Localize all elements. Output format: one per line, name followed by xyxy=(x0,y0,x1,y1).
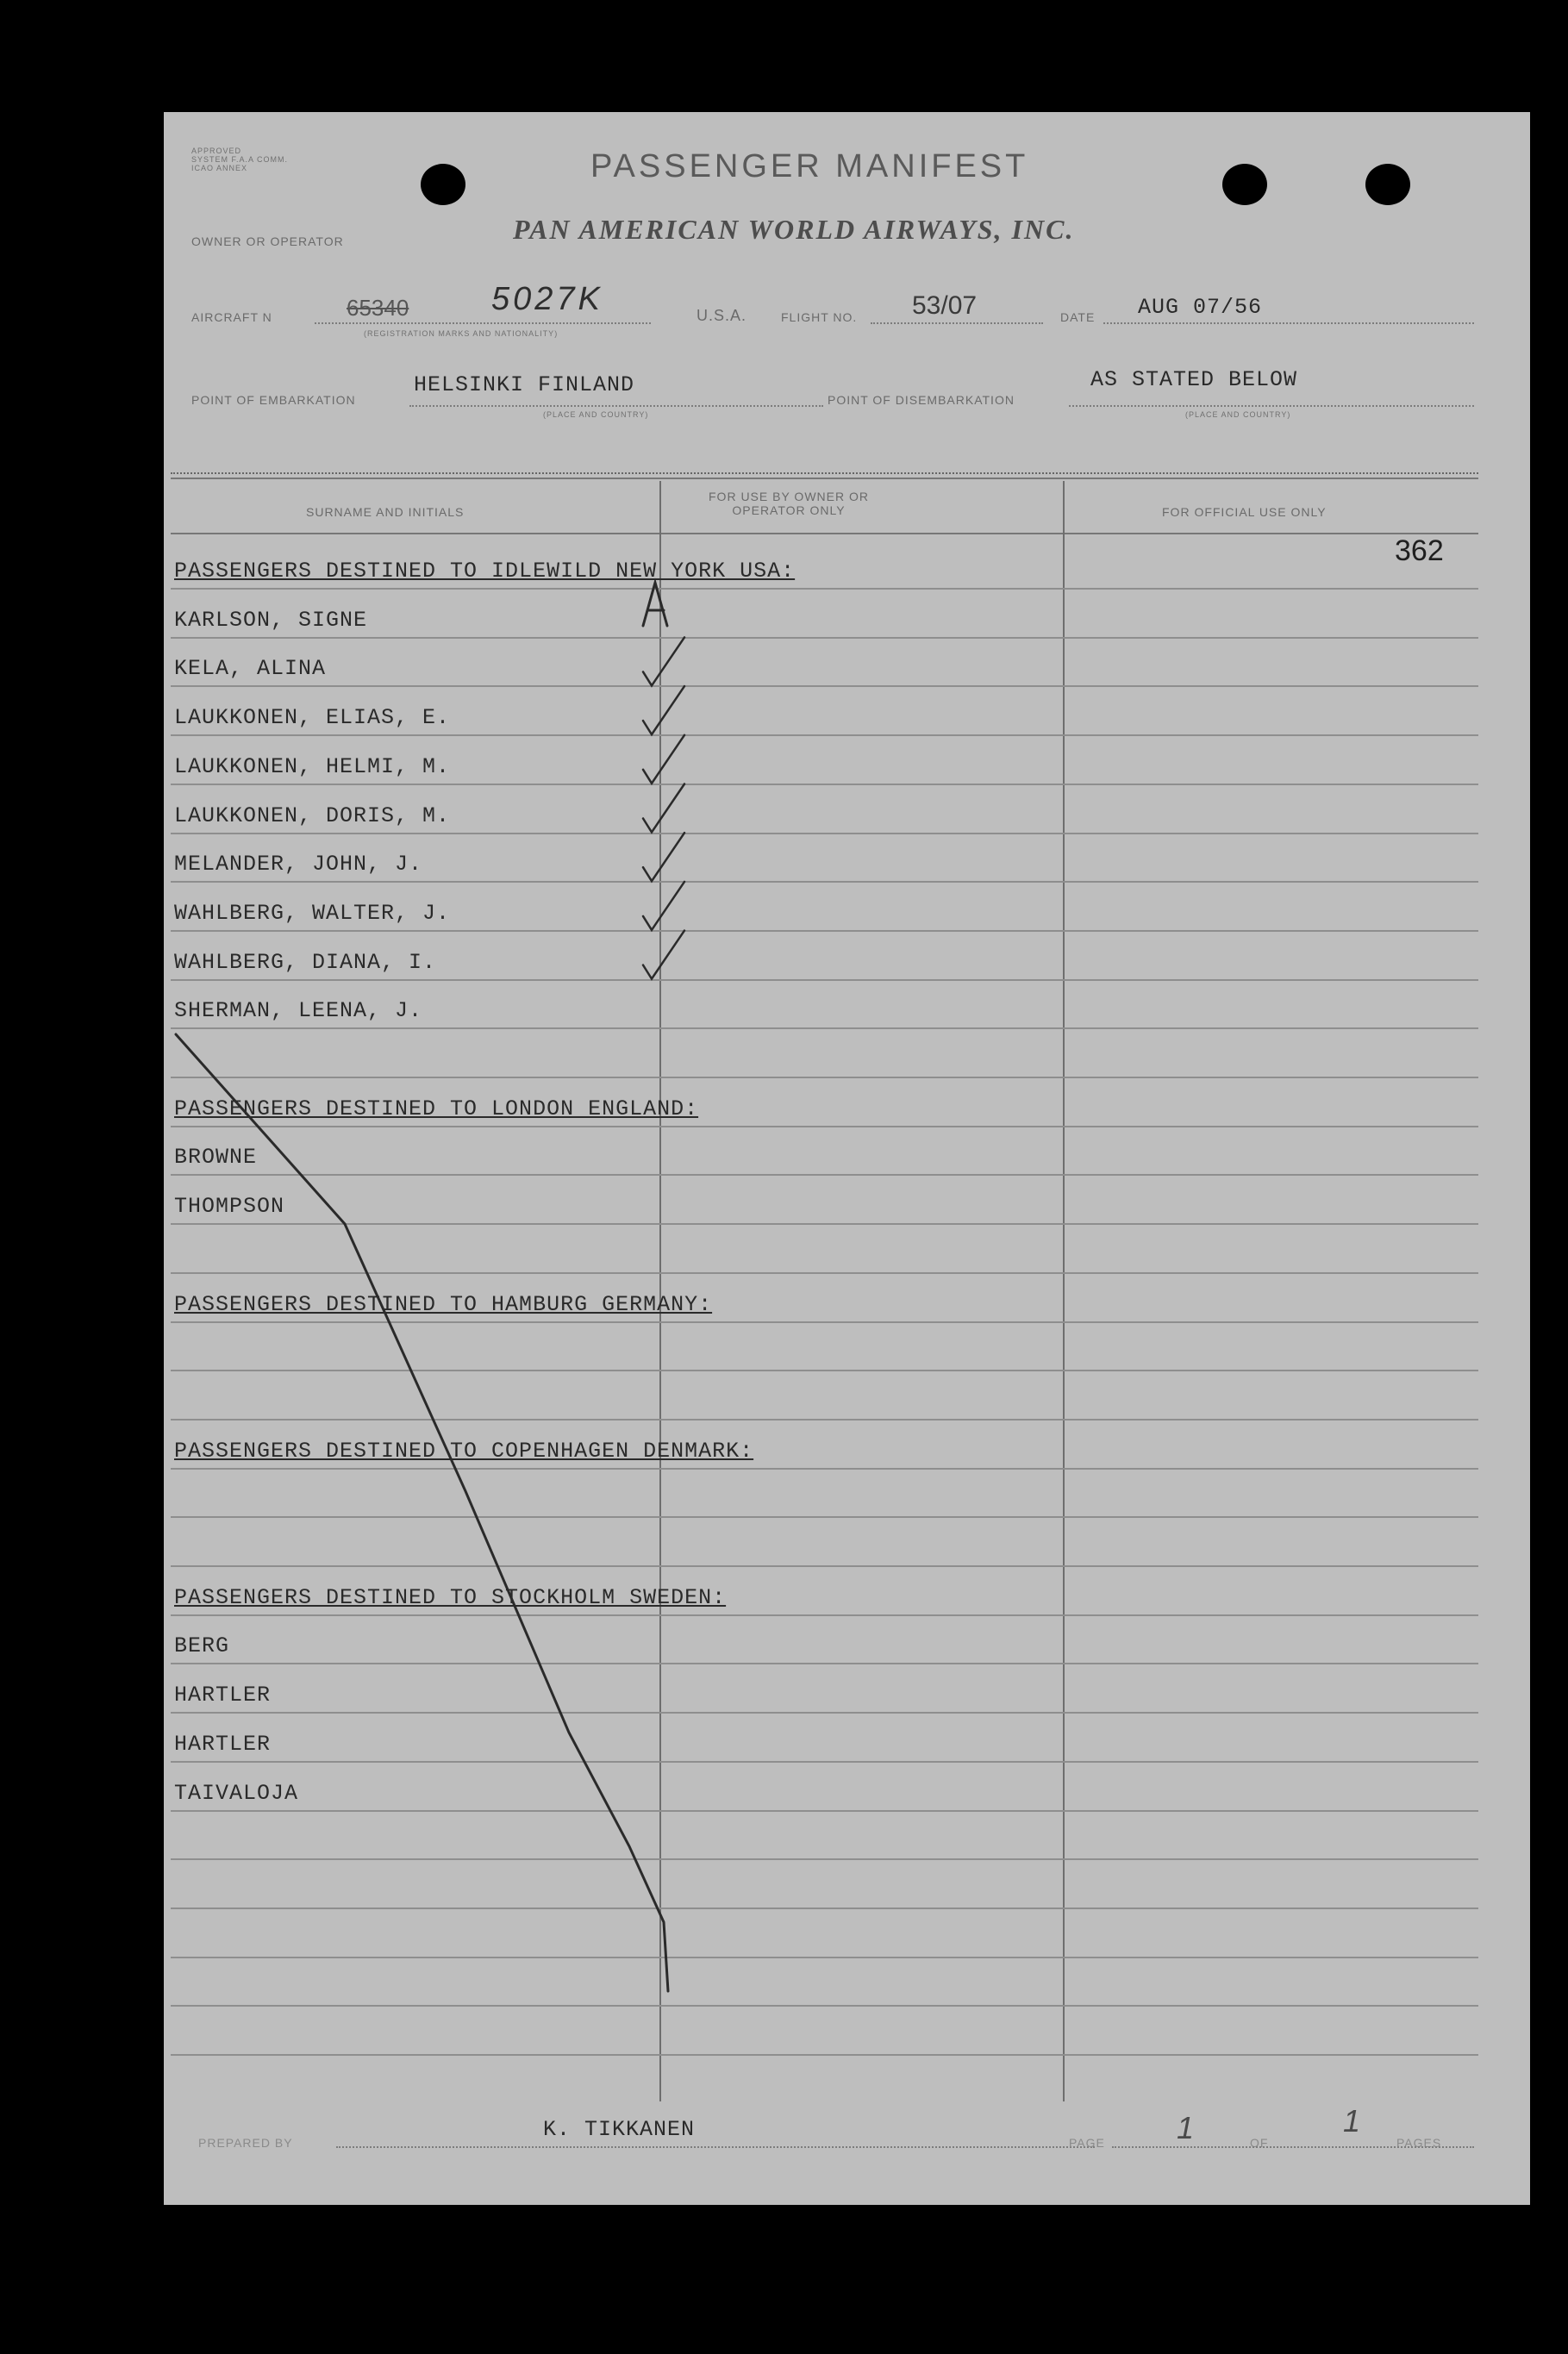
aircraft-number: 5027K xyxy=(491,281,603,317)
stamp-number: 362 xyxy=(1395,534,1444,567)
prepared-underline xyxy=(336,2146,1095,2148)
passenger-name: BROWNE xyxy=(174,1145,258,1171)
header-rule xyxy=(171,472,1478,479)
date-underline xyxy=(1103,322,1474,324)
embarkation-underline xyxy=(409,405,823,407)
row-rule xyxy=(171,1027,1478,1029)
row-rule xyxy=(171,833,1478,834)
row-rule xyxy=(171,1761,1478,1763)
registration-caption: (REGISTRATION MARKS AND NATIONALITY) xyxy=(364,329,559,338)
manifest-page xyxy=(164,112,1530,2205)
row-rule xyxy=(171,685,1478,687)
passenger-name: THOMPSON xyxy=(174,1194,285,1220)
header-bottom-rule xyxy=(171,533,1478,534)
destination-heading: PASSENGERS DESTINED TO STOCKHOLM SWEDEN: xyxy=(174,1584,727,1610)
passenger-name: KARLSON, SIGNE xyxy=(174,607,368,633)
row-rule xyxy=(171,979,1478,981)
flight-date: AUG 07/56 xyxy=(1138,295,1263,320)
page-underline xyxy=(1112,2146,1474,2148)
col-official-header: FOR OFFICIAL USE ONLY xyxy=(1162,505,1327,519)
approval-line: SYSTEM F.A.A COMM. xyxy=(191,155,289,164)
checkmark-icon xyxy=(643,637,684,685)
operator-name: PAN AMERICAN WORLD AIRWAYS, INC. xyxy=(513,214,1075,245)
page-number: 1 xyxy=(1177,2110,1195,2145)
row-rule xyxy=(171,1516,1478,1518)
passenger-name: WAHLBERG, WALTER, J. xyxy=(174,900,451,926)
row-rule xyxy=(171,784,1478,785)
row-rule xyxy=(171,1957,1478,1958)
passenger-name: BERG xyxy=(174,1633,230,1659)
row-rule xyxy=(171,1565,1478,1567)
passenger-name: HARTLER xyxy=(174,1683,272,1708)
passenger-name: TAIVALOJA xyxy=(174,1780,299,1806)
passenger-name: LAUKKONEN, HELMI, M. xyxy=(174,753,451,779)
col-owner-header: FOR USE BY OWNER OR OPERATOR ONLY xyxy=(709,490,869,517)
diagonal-strike-line xyxy=(176,1034,668,1991)
approval-block xyxy=(191,147,288,172)
destination-heading: PASSENGERS DESTINED TO IDLEWILD NEW YORK USA: xyxy=(174,559,796,584)
row-rule xyxy=(171,1908,1478,1909)
checkmark-icon xyxy=(643,686,684,734)
disembarkation-caption: (PLACE AND COUNTRY) xyxy=(1185,410,1291,419)
embarkation-value: HELSINKI FINLAND xyxy=(414,372,635,397)
punch-hole-left xyxy=(421,164,465,205)
row-rule xyxy=(171,1370,1478,1371)
checkmark-icon xyxy=(643,833,684,881)
row-rule xyxy=(171,881,1478,883)
approval-line: APPROVED xyxy=(191,147,242,155)
owner-label: OWNER OR OPERATOR xyxy=(191,234,344,248)
destination-heading: PASSENGERS DESTINED TO LONDON ENGLAND: xyxy=(174,1096,699,1121)
approval-line: ICAO ANNEX xyxy=(191,164,248,172)
row-rule xyxy=(171,1712,1478,1714)
col-surname-header: SURNAME AND INITIALS xyxy=(306,505,465,519)
usa-label: U.S.A. xyxy=(697,307,747,324)
row-rule xyxy=(171,1468,1478,1470)
checkmark-icon xyxy=(643,784,684,833)
punch-hole-right xyxy=(1365,164,1410,205)
row-rule xyxy=(171,1614,1478,1616)
checkmark-icon xyxy=(643,882,684,930)
flight-underline xyxy=(871,322,1043,324)
row-rule xyxy=(171,637,1478,639)
row-rule xyxy=(171,734,1478,736)
destination-heading: PASSENGERS DESTINED TO COPENHAGEN DENMARK: xyxy=(174,1438,754,1464)
disembarkation-label: POINT OF DISEMBARKATION xyxy=(828,393,1015,407)
flight-number: 53/07 xyxy=(912,291,978,320)
row-rule xyxy=(171,2054,1478,2056)
destination-heading: PASSENGERS DESTINED TO HAMBURG GERMANY: xyxy=(174,1291,713,1317)
page-title: PASSENGER MANIFEST xyxy=(590,148,1029,184)
checkmark-icon xyxy=(643,735,684,784)
pages-total: 1 xyxy=(1343,2103,1361,2139)
flight-label: FLIGHT NO. xyxy=(781,310,858,324)
date-label: DATE xyxy=(1060,310,1096,324)
passenger-name: MELANDER, JOHN, J. xyxy=(174,852,423,877)
row-rule xyxy=(171,930,1478,932)
prepared-by: K. TIKKANEN xyxy=(543,2117,696,2142)
aircraft-underline xyxy=(315,322,651,324)
row-rule xyxy=(171,1419,1478,1421)
pages-label: PAGES xyxy=(1396,2136,1442,2150)
embarkation-label: POINT OF EMBARKATION xyxy=(191,393,356,407)
aircraft-struck: 65340 xyxy=(347,295,409,321)
row-rule xyxy=(171,1810,1478,1812)
row-rule xyxy=(171,1077,1478,1078)
row-rule xyxy=(171,1321,1478,1323)
page-label: PAGE xyxy=(1069,2136,1105,2150)
embarkation-caption: (PLACE AND COUNTRY) xyxy=(543,410,649,419)
row-rule xyxy=(171,1663,1478,1664)
disembarkation-underline xyxy=(1069,405,1474,407)
row-rule xyxy=(171,1174,1478,1176)
disembarkation-value: AS STATED BELOW xyxy=(1090,367,1298,392)
prepared-label: PREPARED BY xyxy=(198,2136,293,2150)
checkmarks-group xyxy=(643,637,684,978)
aircraft-label: AIRCRAFT N xyxy=(191,310,272,324)
row-rule xyxy=(171,588,1478,590)
passenger-name: LAUKKONEN, ELIAS, E. xyxy=(174,705,451,731)
handwriting-overlay xyxy=(164,112,1530,2205)
punch-hole-center xyxy=(1222,164,1267,205)
row-rule xyxy=(171,1272,1478,1274)
row-rule xyxy=(171,1858,1478,1860)
row-rule xyxy=(171,1126,1478,1127)
of-label: OF xyxy=(1250,2136,1269,2150)
passenger-name: SHERMAN, LEENA, J. xyxy=(174,998,423,1024)
passenger-name: HARTLER xyxy=(174,1731,272,1757)
passenger-name: KELA, ALINA xyxy=(174,656,327,682)
row-rule xyxy=(171,1223,1478,1225)
row-rule xyxy=(171,2005,1478,2007)
passenger-name: LAUKKONEN, DORIS, M. xyxy=(174,802,451,828)
checkmark-icon xyxy=(643,931,684,979)
passenger-name: WAHLBERG, DIANA, I. xyxy=(174,949,437,975)
